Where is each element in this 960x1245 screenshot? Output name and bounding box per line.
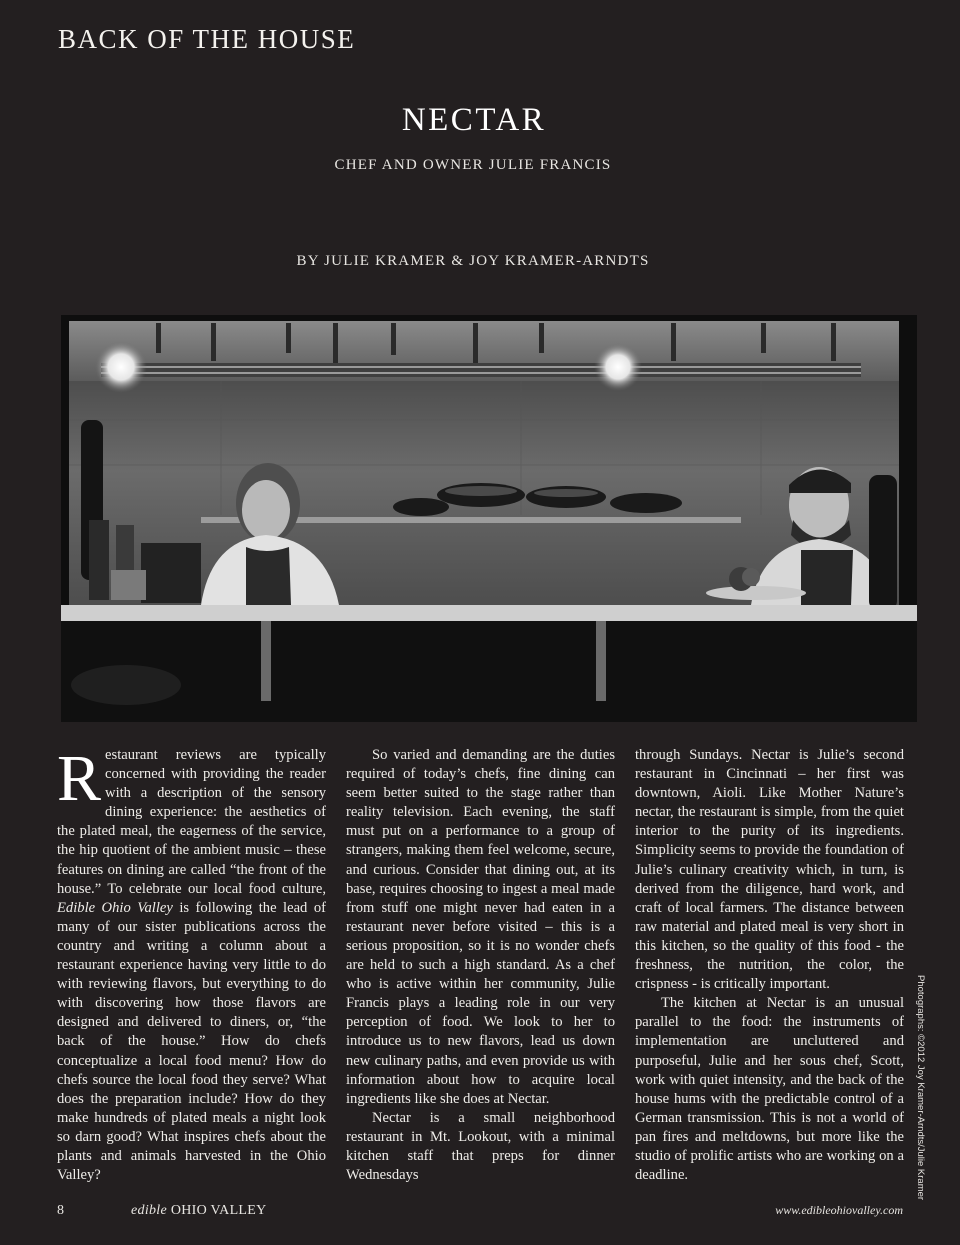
article-column-3 bbox=[635, 746, 904, 1185]
paragraph-text: estaurant reviews are typically concerned with providing the reader with a description of the sensory dining experience: the aesthetics of the plated meal, the eagerness of the service, the hip quotient of the ambient music – these features on dining are called “the front of the house.” To celebrate our local food culture, bbox=[57, 747, 326, 897]
article-column-2 bbox=[346, 746, 615, 1185]
byline: BY JULIE KRAMER & JOY KRAMER-ARNDTS bbox=[296, 253, 650, 269]
magazine-name bbox=[131, 1203, 267, 1219]
magazine-name-italic: Edible Ohio Valley bbox=[57, 899, 173, 916]
article-paragraph bbox=[57, 742, 326, 1185]
magazine-name-suffix: OHIO VALLEY bbox=[167, 1203, 267, 1218]
kitchen-photo-illustration bbox=[61, 315, 917, 722]
drop-cap: R bbox=[57, 742, 102, 815]
kitchen-photo bbox=[61, 315, 917, 722]
section-label: BACK OF THE HOUSE bbox=[58, 24, 356, 54]
article-paragraph: Nectar is a small neighborhood restaurant in Mt. Lookout, with a minimal kitchen staff that preps for dinner Wednesdays bbox=[346, 1109, 615, 1184]
article-subtitle: CHEF AND OWNER JULIE FRANCIS bbox=[334, 157, 612, 173]
article-column-1 bbox=[57, 742, 326, 1185]
website-url[interactable]: www.edibleohiovalley.com bbox=[775, 1203, 903, 1217]
photo-credit: Photographs: ©2012 Joy Kramer-Arndts/Julie Kramer bbox=[915, 975, 926, 1201]
article-paragraph: So varied and demanding are the duties required of today’s chefs, fine dining can seem better suited to the stage rather than reality television. Each evening, the staff must put on a performance to a group of strangers, making them feel welcome, secure, and curious. Consider that dining out, at its base, requires choosing to ingest a meal made from stuff one might never had eaten in a restaurant never before visited – this is a serious proposition, so it is no wonder chefs are held to such a high standard. As a chef who is active within her community, Julie Francis plays a leading role in our very perception of food. We look to her to introduce us to new flavors, lead us down new culinary paths, and even provide us with information about how to acquire local ingredients like she does at Nectar. bbox=[346, 747, 615, 1107]
article-title: NECTAR bbox=[401, 102, 547, 138]
article-paragraph: The kitchen at Nectar is an unusual parallel to the food: the instruments of implementation are uncluttered and purposeful, Julie and her sous chef, Scott, work with quiet intensity, and the back of the house hums with the predictable control of a German transmission. This is not a world of pan fires and meltdowns, but more like the studio of prolific artists who are working on a deadline. bbox=[635, 995, 904, 1184]
paragraph-text: is following the lead of many of our sister publications across the country and writing a column about a restaurant experience having very little to do with reviewing flavors, but everything to do with discovering how those flavors are designed and delivered to diners, or, “the back of the house.” How do chefs conceptualize a local food menu? How do chefs source the local food they serve? What does the preparation include? How do they make hundreds of plated meals a night look so darn good? What inspires chefs about the plants and animals harvested in the Ohio Valley? bbox=[57, 899, 326, 1184]
page-number: 8 bbox=[57, 1203, 64, 1218]
magazine-name-prefix: edible bbox=[131, 1203, 168, 1218]
article-paragraph: through Sundays. Nectar is Julie’s second restaurant in Cincinnati – her first was downtown, Aioli. Like Mother Nature’s nectar, the restaurant is simple, from the quiet interior to the purity of its ingredients. Simplicity seems to provide the foundation of Julie’s culinary creativity which, in turn, is derived from the diligence, hard work, and craft of local farmers. The distance between raw material and plated meal is very short in this kitchen, so the quality of this food - the freshness, the nutrition, the color, the crispness - is critically important. bbox=[635, 747, 904, 993]
